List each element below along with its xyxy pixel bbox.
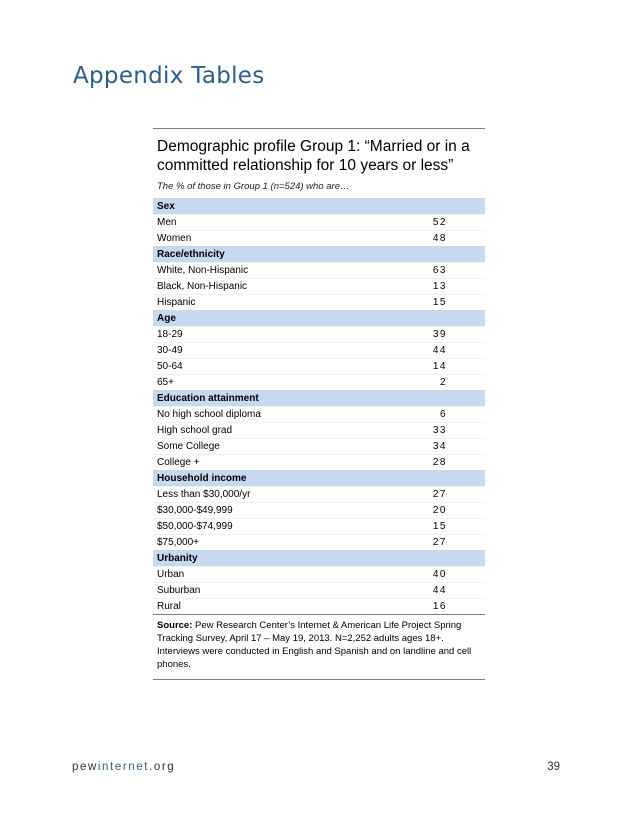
row-label: White, Non-Hispanic	[157, 265, 249, 276]
row-label: $75,000+	[157, 537, 199, 548]
section-header: Education attainment	[153, 390, 485, 406]
row-label: $50,000-$74,999	[157, 521, 233, 532]
row-label: Hispanic	[157, 297, 196, 308]
row-label: 18-29	[157, 329, 183, 340]
row-value: 44	[432, 585, 447, 596]
table-row	[153, 422, 485, 438]
row-label: $30,000-$49,999	[157, 505, 233, 516]
table-row	[153, 438, 485, 454]
source-text: Pew Research Center’s Internet & American Life Project Spring Tracking Survey, April 17 – May 19, 2013. N=2,252 adults ages 18+. Interviews were conducted in English and Spanish and on landline and cell phones.	[157, 620, 472, 670]
table-row	[153, 518, 485, 534]
row-label: Men	[157, 217, 177, 228]
row-value: 2	[439, 377, 447, 388]
section-header: Age	[153, 310, 485, 326]
section-header: Sex	[153, 198, 485, 214]
row-label: 30-49	[157, 345, 183, 356]
row-value: 6	[439, 409, 447, 420]
row-label: 50-64	[157, 361, 183, 372]
row-value: 44	[432, 345, 447, 356]
demographic-table	[153, 128, 485, 680]
row-value: 16	[432, 601, 447, 612]
page-heading: Appendix Tables	[73, 63, 265, 89]
row-value: 20	[432, 505, 447, 516]
table-row	[153, 262, 485, 278]
row-label: Urban	[157, 569, 185, 580]
row-label: Rural	[157, 601, 181, 612]
row-value: 13	[432, 281, 447, 292]
table-row	[153, 374, 485, 390]
section-header: Urbanity	[153, 550, 485, 566]
row-label: 65+	[157, 377, 174, 388]
row-value: 15	[432, 297, 447, 308]
table-body	[153, 198, 485, 614]
table-row	[153, 230, 485, 246]
row-value: 63	[432, 265, 447, 276]
row-value: 14	[432, 361, 447, 372]
section-header: Household income	[153, 470, 485, 486]
row-value: 40	[432, 569, 447, 580]
table-row	[153, 214, 485, 230]
row-value: 27	[432, 489, 447, 500]
row-label: Some College	[157, 441, 220, 452]
row-value: 34	[432, 441, 447, 452]
table-row	[153, 486, 485, 502]
table-row	[153, 278, 485, 294]
table-row	[153, 358, 485, 374]
table-source	[153, 614, 485, 679]
row-value: 52	[432, 217, 447, 228]
table-row	[153, 566, 485, 582]
table-row	[153, 406, 485, 422]
row-label: Women	[157, 233, 192, 244]
table-row	[153, 502, 485, 518]
row-value: 15	[432, 521, 447, 532]
table-subtitle: The % of those in Group 1 (n=524) who are…	[157, 181, 350, 192]
page-number: 39	[547, 761, 560, 773]
table-row	[153, 582, 485, 598]
row-value: 28	[432, 457, 447, 468]
table-row	[153, 534, 485, 550]
footer-site-mid: internet	[97, 761, 150, 773]
row-label: Less than $30,000/yr	[157, 489, 251, 500]
footer-site	[72, 761, 175, 773]
row-value: 27	[432, 537, 447, 548]
section-header: Race/ethnicity	[153, 246, 485, 262]
row-label: High school grad	[157, 425, 233, 436]
table-row	[153, 598, 485, 614]
row-value: 33	[432, 425, 447, 436]
row-label: No high school diploma	[157, 409, 261, 420]
footer-site-pre: pew	[72, 761, 98, 773]
row-label: Suburban	[157, 585, 201, 596]
row-label: College +	[157, 457, 200, 468]
table-title: Demographic profile Group 1: “Married or in a committed relationship for 10 years or less”	[157, 138, 470, 174]
row-value: 48	[432, 233, 447, 244]
table-row	[153, 326, 485, 342]
row-value: 39	[432, 329, 447, 340]
table-row	[153, 454, 485, 470]
source-label: Source:	[157, 620, 193, 631]
table-row	[153, 342, 485, 358]
footer-site-post: .org	[149, 761, 176, 773]
row-label: Black, Non-Hispanic	[157, 281, 248, 292]
table-row	[153, 294, 485, 310]
